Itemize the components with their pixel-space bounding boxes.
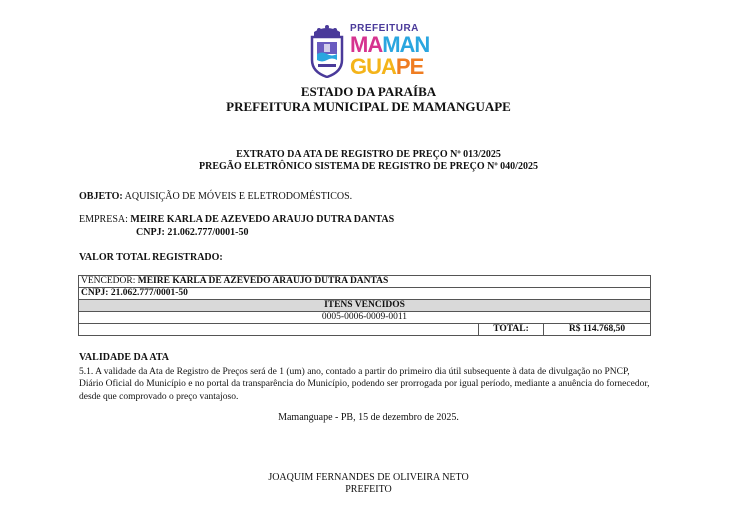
cnpj-cell: CNPJ: 21.062.777/0001-50	[79, 288, 651, 300]
table-row	[79, 276, 651, 288]
table-row	[79, 288, 651, 300]
vencedor-cell	[79, 276, 651, 288]
city-hall-heading: PREFEITURA MUNICIPAL DE MAMANGUAPE	[226, 99, 511, 114]
empty-cell	[79, 324, 479, 336]
table-row	[79, 300, 651, 312]
logo-pe-text: PE	[395, 54, 424, 79]
logo-gua-text: GUA	[350, 54, 396, 79]
winner-table	[78, 275, 651, 336]
logo-prefeitura-text: PREFEITURA	[350, 23, 419, 34]
coat-of-arms-icon	[308, 24, 346, 78]
total-value-cell: R$ 114.768,50	[544, 324, 651, 336]
pregao-title: PREGÃO ELETRÔNICO SISTEMA DE REGISTRO DE PREÇO Nº 040/2025	[199, 161, 538, 172]
vencedor-label: VENCEDOR:	[81, 276, 136, 286]
validade-paragraph: 5.1. A validade da Ata de Registro de Preços será de 1 (um) ano, contado a partir do primeiro dia útil subsequente à data de divulgação no PNCP, Diário Oficial do Município e no portal da transparência do Município, podendo ser prorrogada por igual período, mediante a anuência do fornecedor, desde que comprovado o preço vantajoso.	[79, 367, 650, 402]
signature-role: PREFEITO	[345, 484, 392, 495]
logo-ma-text: MA	[350, 32, 383, 57]
table-row	[79, 324, 651, 336]
valor-total-label: VALOR TOTAL REGISTRADO:	[79, 252, 223, 263]
validade-heading: VALIDADE DA ATA	[79, 352, 170, 363]
total-label-cell: TOTAL:	[479, 324, 544, 336]
state-heading: ESTADO DA PARAÍBA	[300, 84, 437, 99]
place-date: Mamanguape - PB, 15 de dezembro de 2025.	[278, 412, 459, 423]
logo-wordmark	[350, 24, 429, 78]
empresa-cnpj: CNPJ: 21.062.777/0001-50	[136, 227, 249, 238]
vencedor-name: MEIRE KARLA DE AZEVEDO ARAUJO DUTRA DANTAS	[137, 276, 389, 286]
empresa-label: EMPRESA:	[79, 214, 128, 225]
objeto-value: AQUISIÇÃO DE MÓVEIS E ELETRODOMÉSTICOS.	[124, 191, 353, 202]
empresa-line	[79, 214, 394, 225]
itens-header-cell: ITENS VENCIDOS	[79, 300, 651, 312]
signature-name: JOAQUIM FERNANDES DE OLIVEIRA NETO	[268, 472, 469, 483]
itens-cell: 0005-0006-0009-0011	[79, 312, 651, 324]
extract-title: EXTRATO DA ATA DE REGISTRO DE PREÇO Nº 013/2025	[236, 149, 501, 160]
city-logo	[306, 22, 430, 80]
objeto-line	[79, 191, 352, 202]
table-row	[79, 312, 651, 324]
empresa-name: MEIRE KARLA DE AZEVEDO ARAUJO DUTRA DANTAS	[130, 214, 395, 225]
objeto-label: OBJETO:	[79, 191, 123, 202]
logo-man-text: MAN	[382, 32, 430, 57]
